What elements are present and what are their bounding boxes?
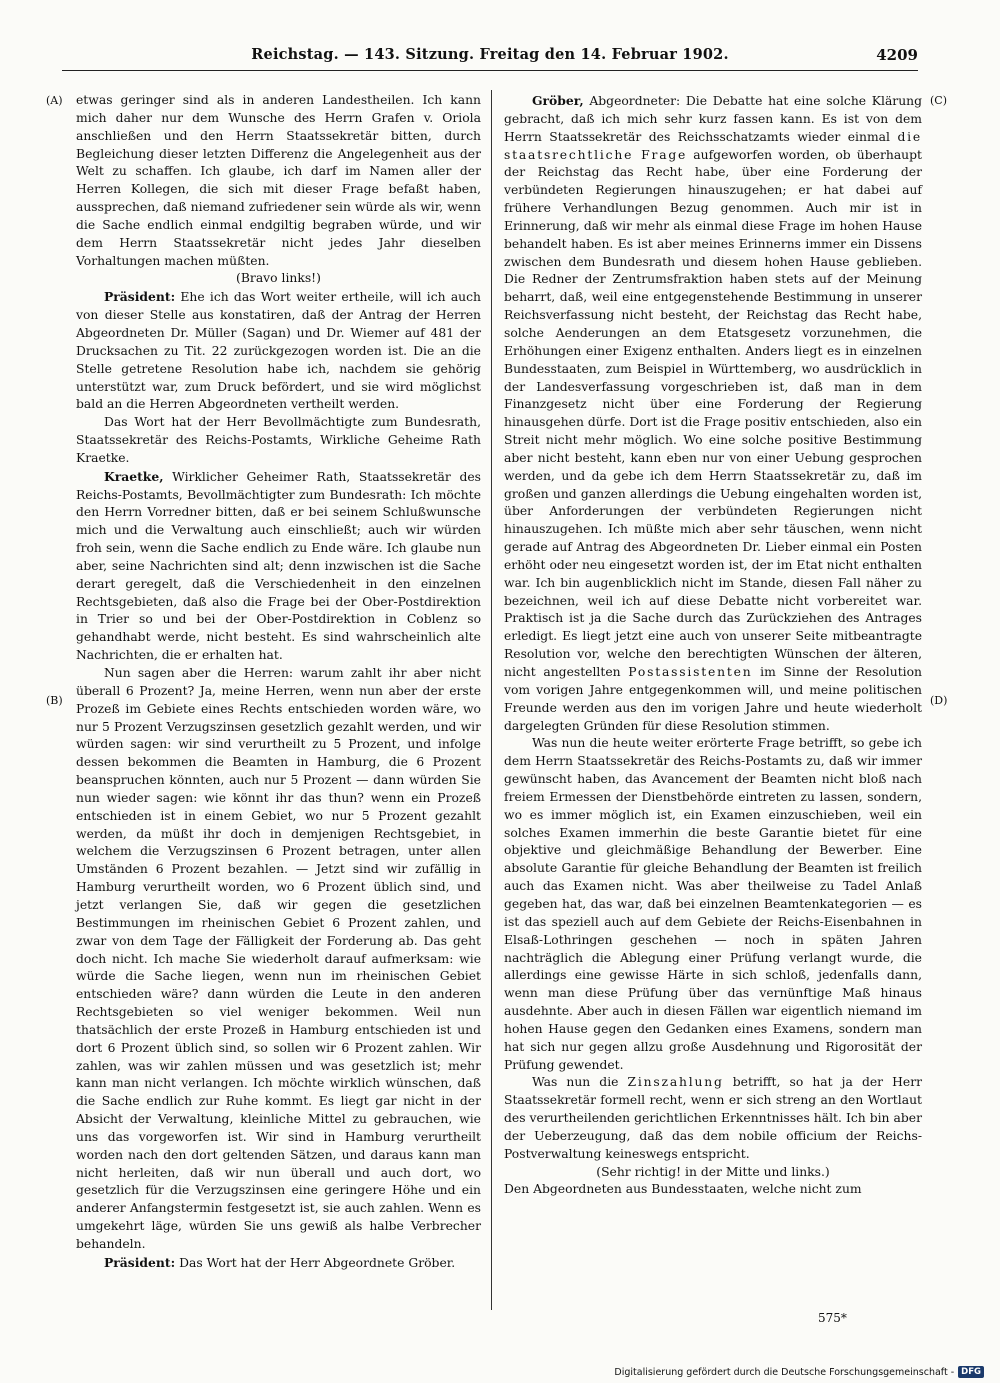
paragraph: [76, 468, 481, 665]
speech-text: Wirklicher Geheimer Rath, Staatssekretär des Reichs-Postamts, Bevollmächtigter zum Bundesrath: Ich möchte den Herrn Vorredner bitten, daß er bei seinem Schlußwunsche mich und die Verwaltung auch einschließt; auch wir würden froh sein, wenn die Sache endlich zu Ende wäre. Ich glaube nun aber, seine Nachrichten sind alt; denn inzwischen ist die Sache derart geregelt, daß die Verschiedenheit in den einzelnen Rechtsgebieten, daß also die Frage bei der Ober-Postdirektion in Trier so und bei der Ober-Postdirektion in Coblenz so gehandhabt werde, nicht besteht. Es sind wahrscheinlich alte Nachrichten, die er erhalten hat.: [76, 469, 481, 663]
spaced-emphasis: Zinszahlung: [627, 1075, 724, 1090]
paragraph: Nun sagen aber die Herren: warum zahlt ihr aber nicht überall 6 Prozent? Ja, meine Herren, wenn nun aber der erste Prozeß im Gebiete eines Rechts entschieden worden wäre, wo nur 5 Prozent Verzugszinsen gesetzlich gezahlt werden, und wir würden sagen: wir sind verurtheilt zu 5 Prozent, und infolge dessen bekommen die Beamten in Hamburg, die 6 Prozent beanspruchen könnten, auch nur 5 Prozent — dann würden Sie nun wieder sagen: wie könnt ihr das thun? wenn ein Prozeß entschieden ist in einem Gebiet, wo nur 5 Prozent gezahlt werden, da müßt ihr doch in demjenigen Rechtsgebiet, in welchem die Verzugszinsen 6 Prozent betragen, unter allen Umständen 6 Prozent bezahlen. — Jetzt sind wir zufällig in Hamburg verurtheilt worden, wo 6 Prozent üblich sind, und jetzt verlangen Sie, daß wir gegen die gesetzlichen Bestimmungen im rheinischen Gebiet 6 Prozent zahlen, und zwar von dem Tage der Fälligkeit der Forderung ab. Das geht doch nicht. Ich mache Sie wiederholt darauf aufmerksam: wie würde die Sache liegen, wenn nun im rheinischen Gebiet entschieden wäre? dann würden die Leute in den anderen Rechtsgebieten so viel weniger bekommen. Weil nun thatsächlich der erste Prozeß in Hamburg entschieden ist und dort 6 Prozent üblich sind, so sollen wir 6 Prozent zahlen. Wir zahlen, was wir zahlen müssen und was gesetzlich ist; mehr kann man nicht verlangen. Ich möchte wirklich wünschen, daß die Sache endlich zur Ruhe kommt. Es liegt gar nicht in der Absicht der Verwaltung, kleinliche Mittel zu gebrauchen, wie uns das vorgeworfen ist. Wir sind in Hamburg verurtheilt worden nach den dort geltenden Sätzen, und daraus kann man nicht herleiten, daß wir nun überall und auch dort, wo gesetzlich für die Verzugszinsen eine geringere Höhe und ein anderer Anfangstermin festgesetzt ist, sie auch zahlen. Wenn es umgekehrt läge, würden Sie uns gewiß als halbe Verbrecher behandeln.: [76, 666, 481, 1251]
paragraph: [504, 92, 922, 735]
signature-mark: 575*: [818, 1311, 847, 1325]
right-column: [504, 92, 922, 1199]
speech-text: Das Wort hat der Herr Abgeordnete Gröber.: [175, 1255, 456, 1270]
interjection: (Sehr richtig! in der Mitte und links.): [596, 1164, 830, 1179]
column-divider: [491, 90, 492, 1310]
speech-text: Ehe ich das Wort weiter ertheile, will ich auch von dieser Stelle aus konstatiren, daß der Antrag der Herren Abgeordneten Dr. Müller (Sagan) und Dr. Wiemer auf 481 der Drucksachen zu Tit. 22 zurückgezogen worden ist. Die an die Stelle getretene Resolution habe ich, nachdem sie gehörig unterstützt war, zum Druck befördert, und sie wird möglichst bald an die Herren Abgeordneten vertheilt werden.: [76, 290, 481, 412]
speaker-name: Präsident:: [104, 1254, 176, 1270]
speech-text: betrifft, so hat ja der Herr Staatssekretär formell recht, wenn er sich streng an den Wortlaut des verurtheilenden gerichtlichen Erkenntnisses hält. Ich bin aber der Ueberzeugung, daß das dem nobile officium der Reichs-Postverwaltung keineswegs entspricht.: [504, 1075, 922, 1161]
page-header: [62, 46, 918, 71]
spaced-emphasis: Postassistenten: [628, 665, 753, 679]
paragraph: Den Abgeordneten aus Bundesstaaten, welche nicht zum: [504, 1182, 862, 1197]
spaced-emphasis: die staatsrechtliche Frage: [504, 129, 922, 162]
margin-marker-c: (C): [930, 94, 947, 107]
speaker-name: Präsident:: [104, 289, 176, 305]
margin-marker-a: (A): [46, 94, 63, 107]
paragraph: [76, 1254, 481, 1273]
speaker-name: Kraetke,: [104, 468, 164, 484]
left-column: [76, 92, 481, 1273]
digitization-credit: [614, 1366, 984, 1378]
paragraph: Das Wort hat der Herr Bevollmächtigte zum Bundesrath, Staatssekretär des Reichs-Postamts, Wirkliche Geheime Rath Kraetke.: [76, 415, 481, 465]
running-title: Reichstag. — 143. Sitzung. Freitag den 14. Februar 1902.: [251, 46, 729, 63]
speaker-name: Gröber,: [532, 93, 584, 108]
margin-marker-b: (B): [46, 694, 63, 707]
credit-text: Digitalisierung gefördert durch die Deutsche Forschungsgemeinschaft -: [614, 1366, 955, 1378]
page-number: 4209: [876, 46, 918, 64]
dfg-logo: DFG: [958, 1366, 984, 1378]
paragraph: [76, 288, 481, 414]
interjection: (Bravo links!): [236, 271, 321, 286]
paragraph: Was nun die heute weiter erörterte Frage betrifft, so gebe ich dem Herrn Staatssekretär des Reichs-Postamts zu, daß wir immer gewünscht haben, das Avancement der Beamten nicht bloß nach freiem Ermessen der Dienstbehörde eintreten zu lassen, sondern, wo es immer möglich ist, ein Examen einzuschieben, weil ein solches Examen immerhin die beste Garantie bietet für eine objektive und gleichmäßige Behandlung der Bewerber. Eine absolute Garantie für gleiche Behandlung der Beamten ist freilich auch das Examen nicht. Was aber theilweise zu Tadel Anlaß gegeben hat, das war, daß bei einzelnen Beamtenkategorien — es ist das speziell auch auf dem Gebiete der Reichs-Eisenbahnen in Elsaß-Lothringen geschehen — noch in späten Jahren nachträglich die Ablegung einer Prüfung verlangt wurde, die allerdings eine gewisse Härte in sich schloß, jedenfalls dann, wenn man diese Prüfung über das vernünftige Maß hinaus ausdehnte. Aber auch in diesen Fällen war eigentlich niemand im hohen Hause gegen den Gedanken eines Examens, sondern man hat sich nur gegen allzu große Ausdehnung und Rigorosität der Prüfung gewendet.: [504, 736, 922, 1072]
speech-text: aufgeworfen worden, ob überhaupt der Reichstag das Recht habe, über eine Forderung der verbündeten Regierungen hinauszugehen; er hat dabei auf frühere Verhandlungen Bezug genommen. Auch mir ist in Erinnerung, daß wir mehr als einmal diese Frage im hohen Hause behandelt haben. Es ist aber meines Erinnerns immer ein Dissens zwischen dem Bundesrath und diesem hohen Hause geblieben. Die Redner der Zentrumsfraktion haben stets auf der Meinung beharrt, daß, weil eine entgegenstehende Bestimmung in unserer Reichsverfassung nicht besteht, der Reichstag das Recht habe, solche Aenderungen an dem Etatsgesetz vorzunehmen, die Erhöhungen einer Exigenz enthalten. Anders liegt es in einzelnen Bundesstaaten, zum Beispiel in Württemberg, wo ausdrücklich in der Landesverfassung vorgeschrieben ist, daß man in dem Finanzgesetz nicht über eine Forderung der Regierung hinausgehen dürfe. Dort ist die Frage positiv entschieden, also ein Streit nicht mehr möglich. Wo eine solche positive Bestimmung aber nicht besteht, kann eben nur von einer Uebung gesprochen werden, und da gebe ich dem Herrn Staatssekretär zu, daß im großen und ganzen allerdings die Uebung eingehalten worden ist, über Anforderungen der verbündeten Regierungen nicht hinauszugehen. Ich müßte mich aber sehr täuschen, wenn nicht gerade auf Antrag des Abgeordneten Dr. Lieber einmal ein Posten erhöht oder neu eingesetzt worden ist, der im Etat nicht enthalten war. Ich bin augenblicklich nicht im Stande, diesen Fall näher zu bezeichnen, weil ich auf diese Debatte nicht vorbereitet war. Praktisch ist ja die Sache durch das Zurückziehen des Antrages erledigt. Es liegt jetzt eine auch von unserer Seite mitbeantragte Resolution vor, welche den berechtigten Wünschen der älteren, nicht angestellten: [504, 147, 922, 679]
paragraph: [504, 1074, 922, 1163]
margin-marker-d: (D): [930, 694, 948, 707]
speech-text: im Sinne der Resolution vom vorigen Jahre entgegenkommen will, und meine politischen Freunde werden aus den im vorigen Jahre und heute wiederholt dargelegten Gründen für diese Resolution stimmen.: [504, 665, 922, 733]
speech-text: Was nun die: [532, 1075, 628, 1090]
speech-text: Abgeordneter: Die Debatte hat eine solche Klärung gebracht, daß ich mich sehr kurz fassen kann. Es ist von dem Herrn Staatssekretär des Reichsschatzamts wieder einmal: [504, 94, 922, 144]
paragraph: etwas geringer sind als in anderen Landestheilen. Ich kann mich daher nur dem Wunsche des Herrn Grafen v. Oriola anschließen und den Herrn Staatssekretär bitten, durch Begleichung dieser letzten Differenz die Angelegenheit aus der Welt zu schaffen. Ich glaube, ich darf im Namen aller der Herren Kollegen, die sich mit dieser Frage befaßt haben, aussprechen, daß niemand zufriedener sein würde als wir, wenn die Sache endlich einmal endgiltig begraben würde, und wir dem Herrn Staatssekretär nicht jedes Jahr dieselben Vorhaltungen machen müßten.: [76, 93, 481, 268]
